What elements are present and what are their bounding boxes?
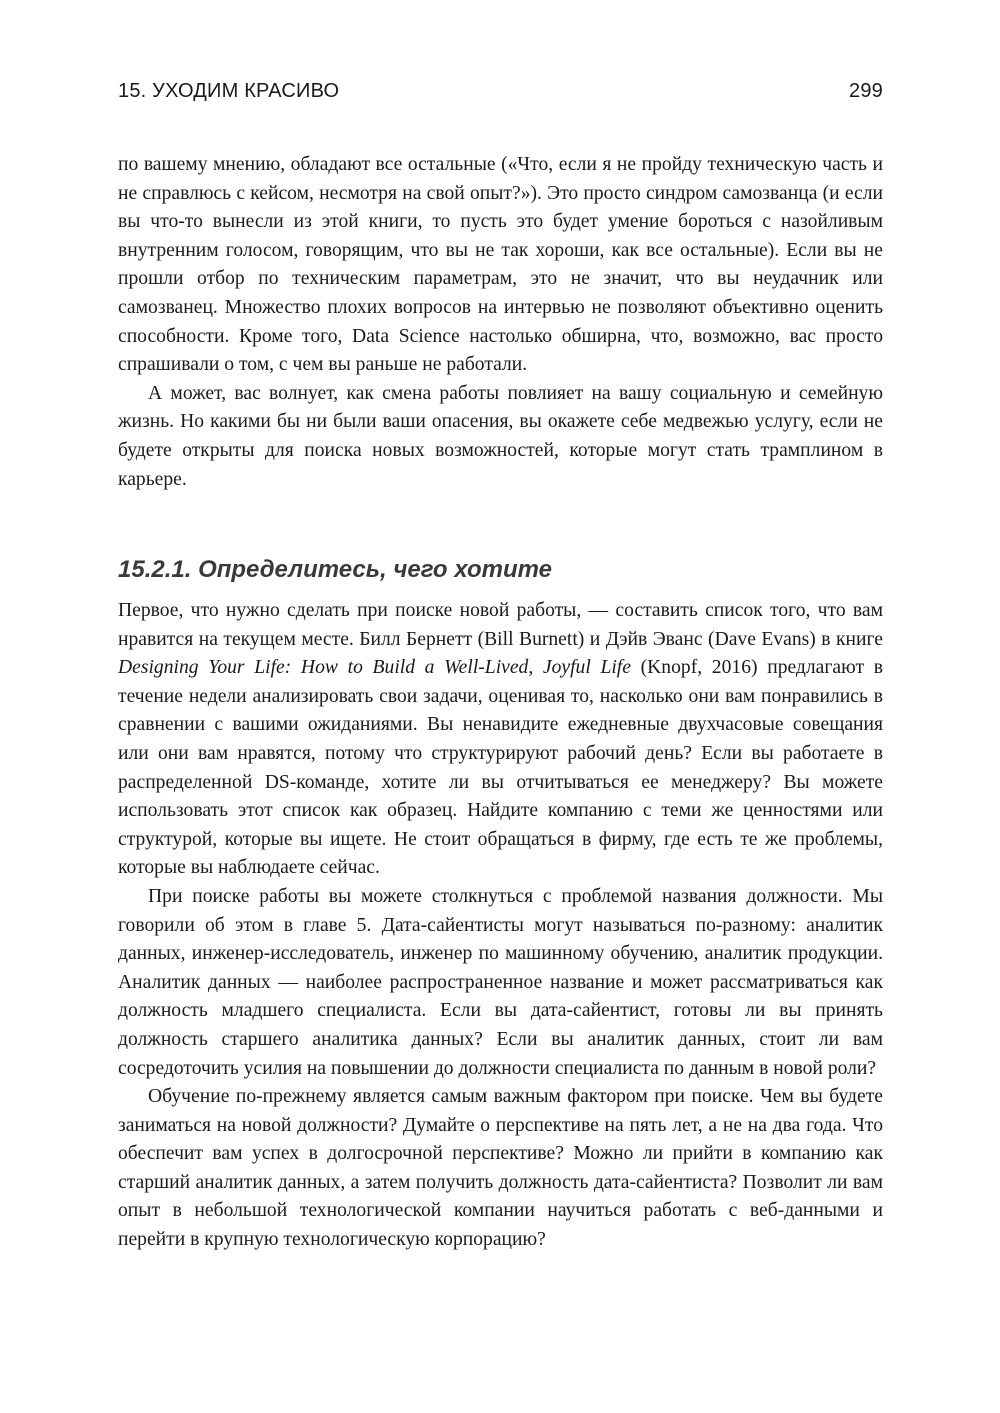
page-number: 299 xyxy=(849,80,883,102)
running-head xyxy=(118,80,883,110)
paragraph-text: Первое, что нужно сделать при поиске новой работы, — составить список того, что вам нравится на текущем месте. Билл Бернетт (Bill Burnett) и Дэйв Эванс (Dave Evans) в книге xyxy=(118,600,883,650)
paragraph: А может, вас волнует, как смена работы повлияет на вашу социальную и семейную жизнь. Но какими бы ни были ваши опасения, вы окажете себе медвежью услугу, если не будете открыты для поиска новых возможностей, которые могут стать трамплином в карьере. xyxy=(118,382,883,490)
paragraph: При поиске работы вы можете столкнуться с проблемой названия должности. Мы говорили об этом в главе 5. Дата-сайентисты могут называться по-разному: аналитик данных, инженер-исследователь, инженер по машинному обучению, аналитик продукции. Аналитик данных — наиболее распространенное название и может рассматриваться как должность младшего специалиста. Если вы дата-сайентист, готовы ли вы принять должность старшего аналитика данных? Если вы аналитик данных, стоит ли вам сосредоточить усилия на повышении до должности специалиста по данным в новой роли? xyxy=(118,885,883,1079)
paragraph xyxy=(118,597,883,883)
chapter-title: 15. УХОДИМ КРАСИВО xyxy=(118,80,340,102)
paragraph: по вашему мнению, обладают все остальные («Что, если я не пройду техническую часть и не справлюсь с кейсом, несмотря на свой опыт?»). Это просто синдром самозванца (и если вы что-то вынесли из этой книги, то пусть это будет умение бороться с назойливым внутренним голосом, говорящим, что вы не так хороши, как все остальные). Если вы не прошли отбор по техническим параметрам, это не значит, что вы неудачник или самозванец. Множество плохих вопросов на интервью не позволяют объективно оценить способности. Кроме того, Data Science настолько обширна, что, возможно, вас просто спрашивали о том, с чем вы раньше не работали. xyxy=(118,154,883,376)
body-text-section xyxy=(118,597,883,1255)
book-title: Designing Your Life: How to Build a Well-Lived, Joyful Life xyxy=(118,657,631,679)
body-text-top xyxy=(118,151,883,494)
section-heading: 15.2.1. Определитесь, чего хотите xyxy=(118,556,553,583)
paragraph-text: (Knopf, 2016) предлагают в течение недели анализировать свои задачи, оценивая то, насколько они вам понравились в сравнении с вашими ожиданиями. Вы ненавидите ежедневные двухчасовые совещания или они вам нравятся, потому что структурируют рабочий день? Если вы работаете в распределенной DS-команде, хотите ли вы отчитываться ее менеджеру? Вы можете использовать этот список как образец. Найдите компанию с теми же ценностями или структурой, которые вы ищете. Не стоит обращаться в фирму, где есть те же проблемы, которые вы наблюдаете сейчас. xyxy=(118,657,883,879)
paragraph: Обучение по-прежнему является самым важным фактором при поиске. Чем вы будете заниматься на новой должности? Думайте о перспективе на пять лет, а не на два года. Что обеспечит вам успех в долгосрочной перспективе? Можно ли прийти в компанию как старший аналитик данных, а затем получить должность дата-сайентиста? Позволит ли вам опыт в небольшой технологической компании научиться работать с веб-данными и перейти в крупную технологическую корпорацию? xyxy=(118,1086,883,1251)
